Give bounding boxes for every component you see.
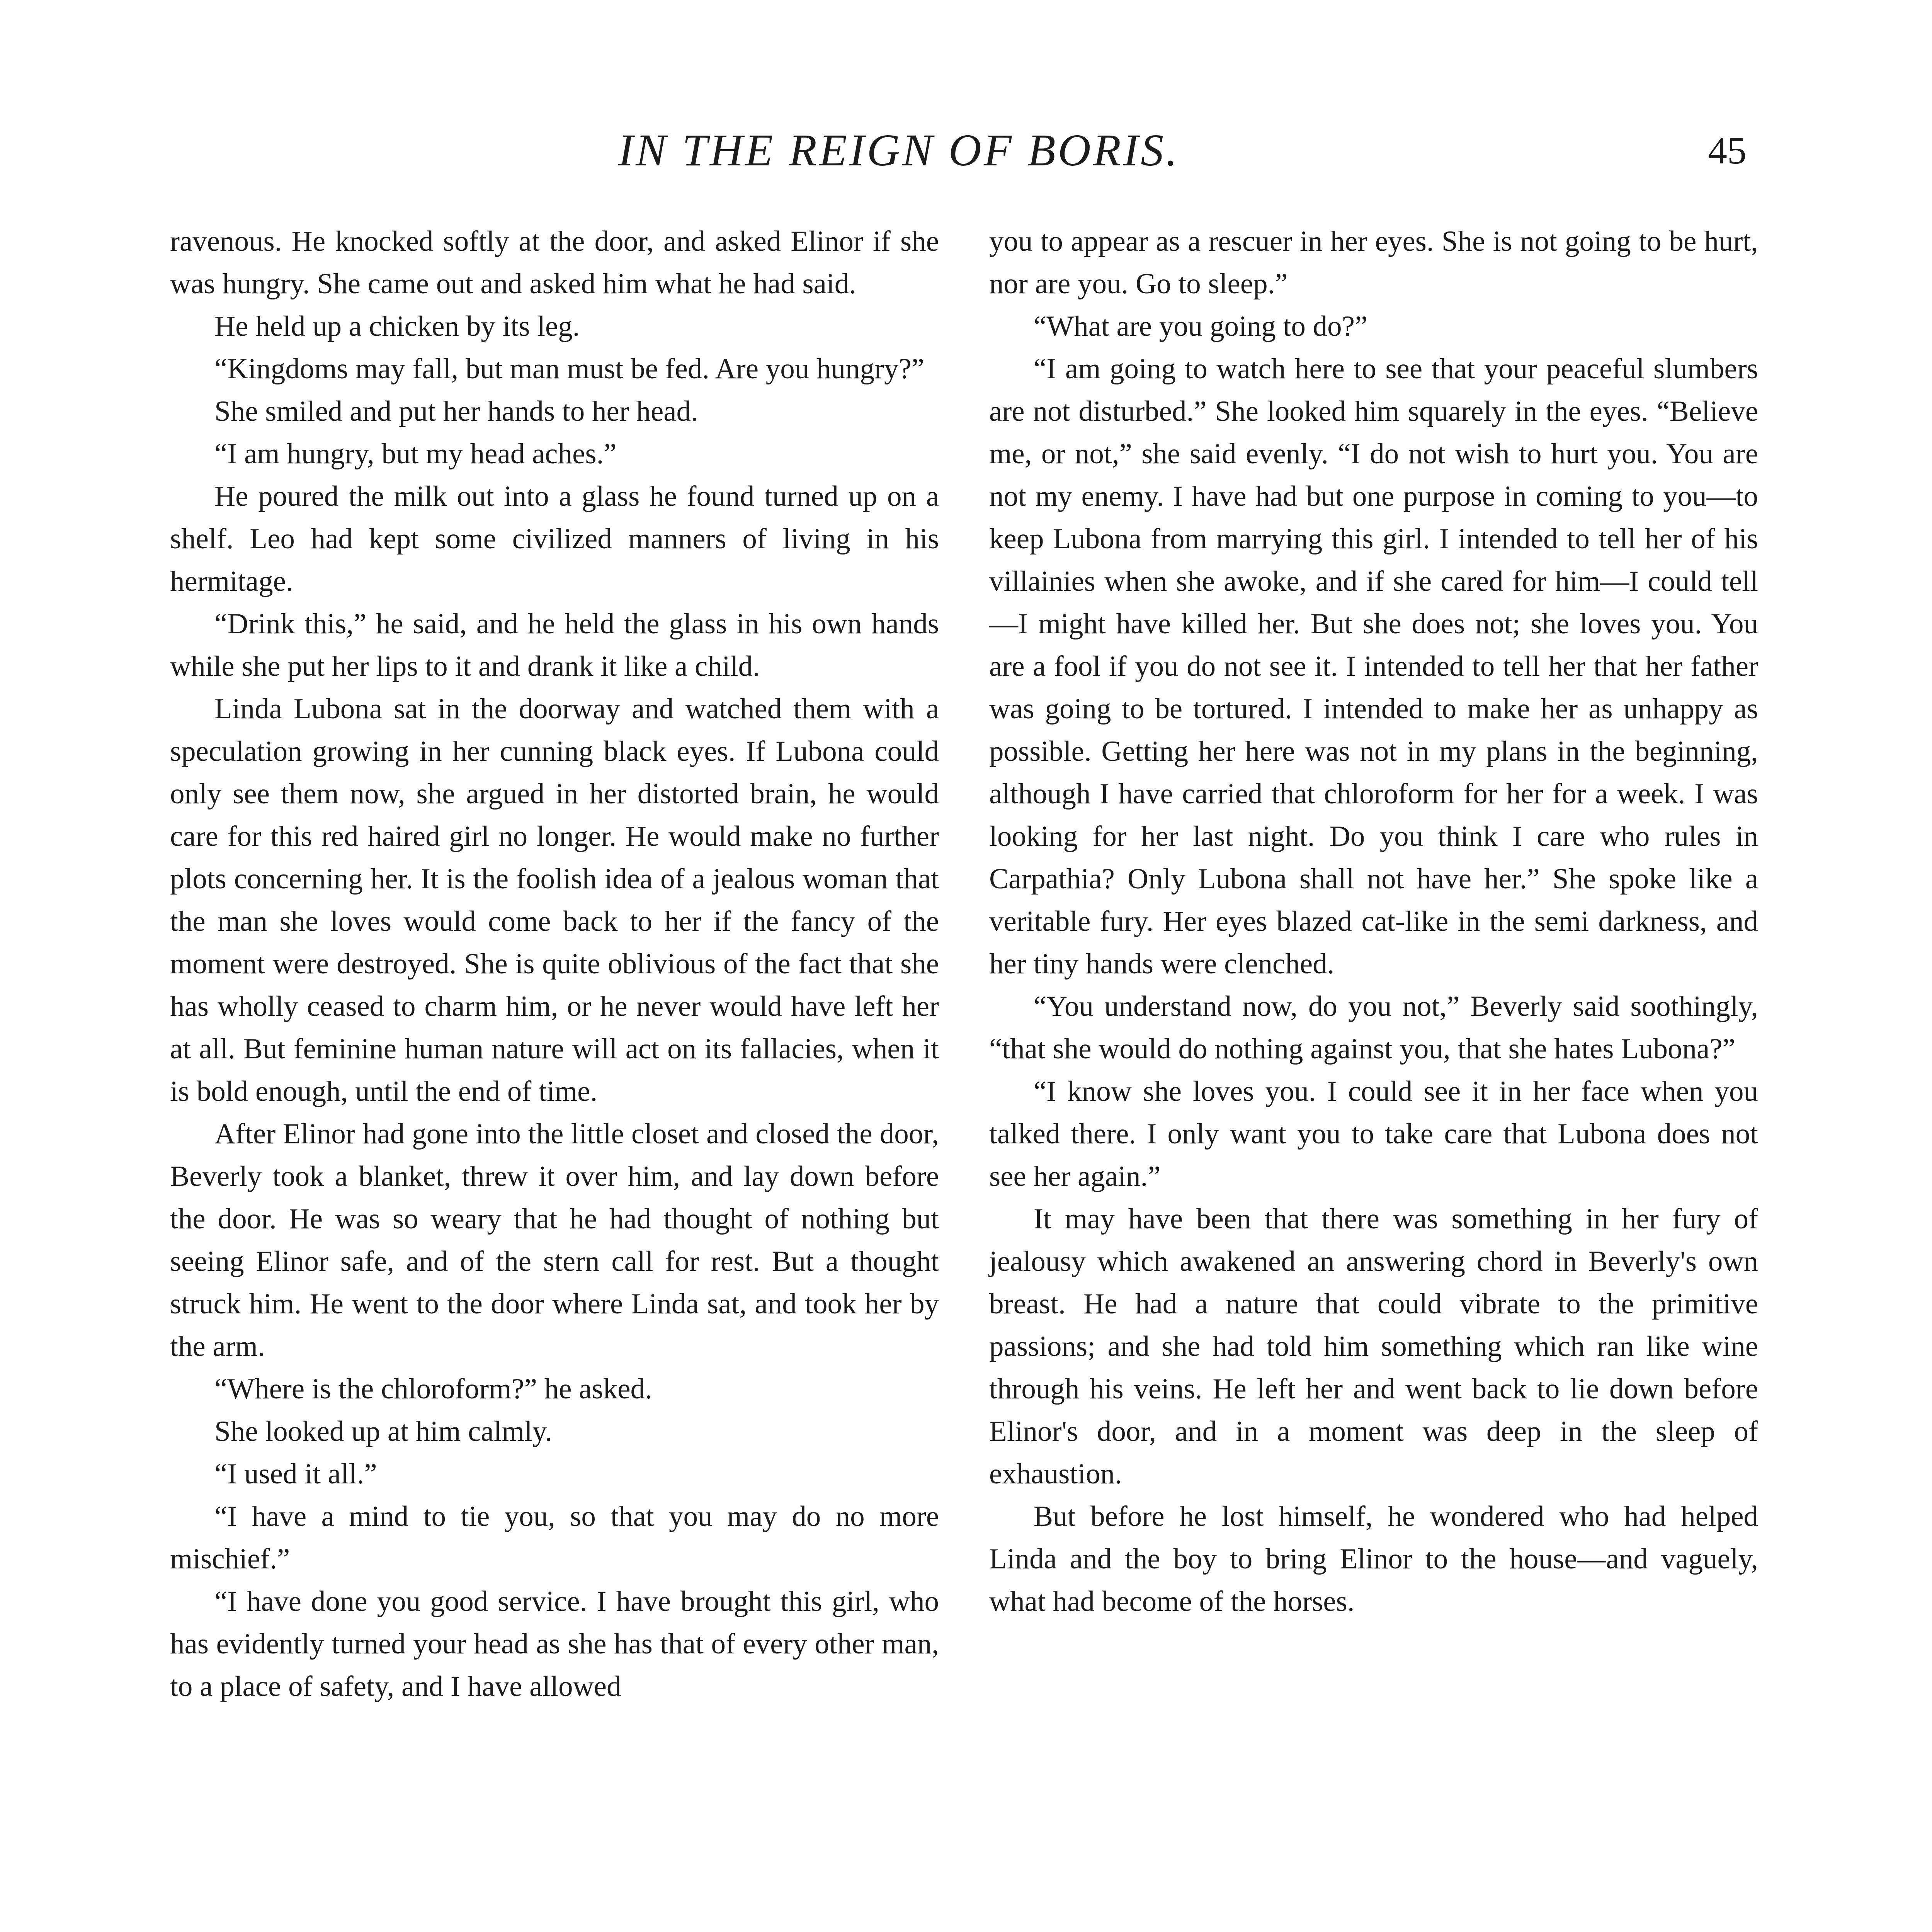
paragraph: After Elinor had gone into the little closet and closed the door, Beverly took a blanket, threw it over him, and lay down before the door. He was so weary that he had thought of nothing but seeing Elinor safe, and of the stern call for rest. But a thought struck him. He went to the door where Linda sat, and took her by the arm. [170,1118,939,1362]
paragraph: you to appear as a rescuer in her eyes. She is not going to be hurt, nor are you. Go to sleep.” [989,225,1758,300]
paragraph: It may have been that there was something in her fury of jealousy which awakened an answering chord in Beverly's own breast. He had a nature that could vibrate to the primitive passions; and she had told him something which ran like wine through his veins. He left her and went back to lie down before Elinor's door, and in a moment was deep in the sleep of exhaustion. [989,1203,1758,1490]
paragraph: “Kingdoms may fall, but man must be fed. Are you hungry?” [214,353,925,385]
text-column-left [170,220,939,1708]
paragraph: “Drink this,” he said, and he held the glass in his own hands while she put her lips to it and drank it like a child. [170,608,939,682]
paragraph: “I have done you good service. I have brought this girl, who has evidently turned your head as she has that of every other man, to a place of safety, and I have allowed [170,1585,939,1702]
paragraph: “I am hungry, but my head aches.” [214,438,617,470]
paragraph: But before he lost himself, he wondered who had helped Linda and the boy to bring Elinor to the house—and vaguely, what had become of the horses. [989,1500,1758,1617]
paragraph: He held up a chicken by its leg. [214,310,580,342]
paragraph: Linda Lubona sat in the doorway and watched them with a speculation growing in her cunning black eyes. If Lubona could only see them now, she argued in her distorted brain, he would care for this red haired girl no longer. He would make no further plots concerning her. It is the foolish idea of a jealous woman that the man she loves would come back to her if the fancy of the moment were destroyed. She is quite oblivious of the fact that she has wholly ceased to charm him, or he never would have left her at all. But feminine human nature will act on its fallacies, when it is bold enough, until the end of time. [170,693,939,1107]
paragraph: “I used it all.” [214,1458,377,1490]
paragraph: ravenous. He knocked softly at the door, and asked Elinor if she was hungry. She came out and asked him what he had said. [170,225,939,300]
paragraph: She smiled and put her hands to her head. [214,395,698,427]
paragraph: He poured the milk out into a glass he found turned up on a shelf. Leo had kept some civilized manners of living in his hermitage. [170,480,939,597]
paragraph: “I know she loves you. I could see it in her face when you talked there. I only want you to take care that Lubona does not see her again.” [989,1075,1758,1192]
paragraph: “Where is the chloroform?” he asked. [214,1373,652,1405]
paragraph: “What are you going to do?” [1034,310,1368,342]
paragraph: “I have a mind to tie you, so that you may do no more mischief.” [170,1500,939,1575]
paragraph: “I am going to watch here to see that your peaceful slumbers are not disturbed.” She looked him squarely in the eyes. “Believe me, or not,” she said evenly. “I do not wish to hurt you. You are not my enemy. I have had but one purpose in coming to you—to keep Lubona from marrying this girl. I intended to tell her of his villainies when she awoke, and if she cared for him—I could tell—I might have killed her. But she does not; she loves you. You are a fool if you do not see it. I intended to tell her that her father was going to be tortured. I intended to make her as unhappy as possible. Getting her here was not in my plans in the beginning, although I have carried that chloroform for her for a week. I was looking for her last night. Do you think I care who rules in Carpathia? Only Lubona shall not have her.” She spoke like a veritable fury. Her eyes blazed cat-like in the semi darkness, and her tiny hands were clenched. [989,353,1758,980]
running-title: IN THE REIGN OF BORIS. [618,125,1180,175]
page-number: 45 [1708,129,1747,172]
text-column-right [989,220,1758,1623]
paragraph: She looked up at him calmly. [214,1415,553,1447]
paragraph: “You understand now, do you not,” Beverly said soothingly, “that she would do nothing against you, that she hates Lubona?” [989,990,1758,1065]
